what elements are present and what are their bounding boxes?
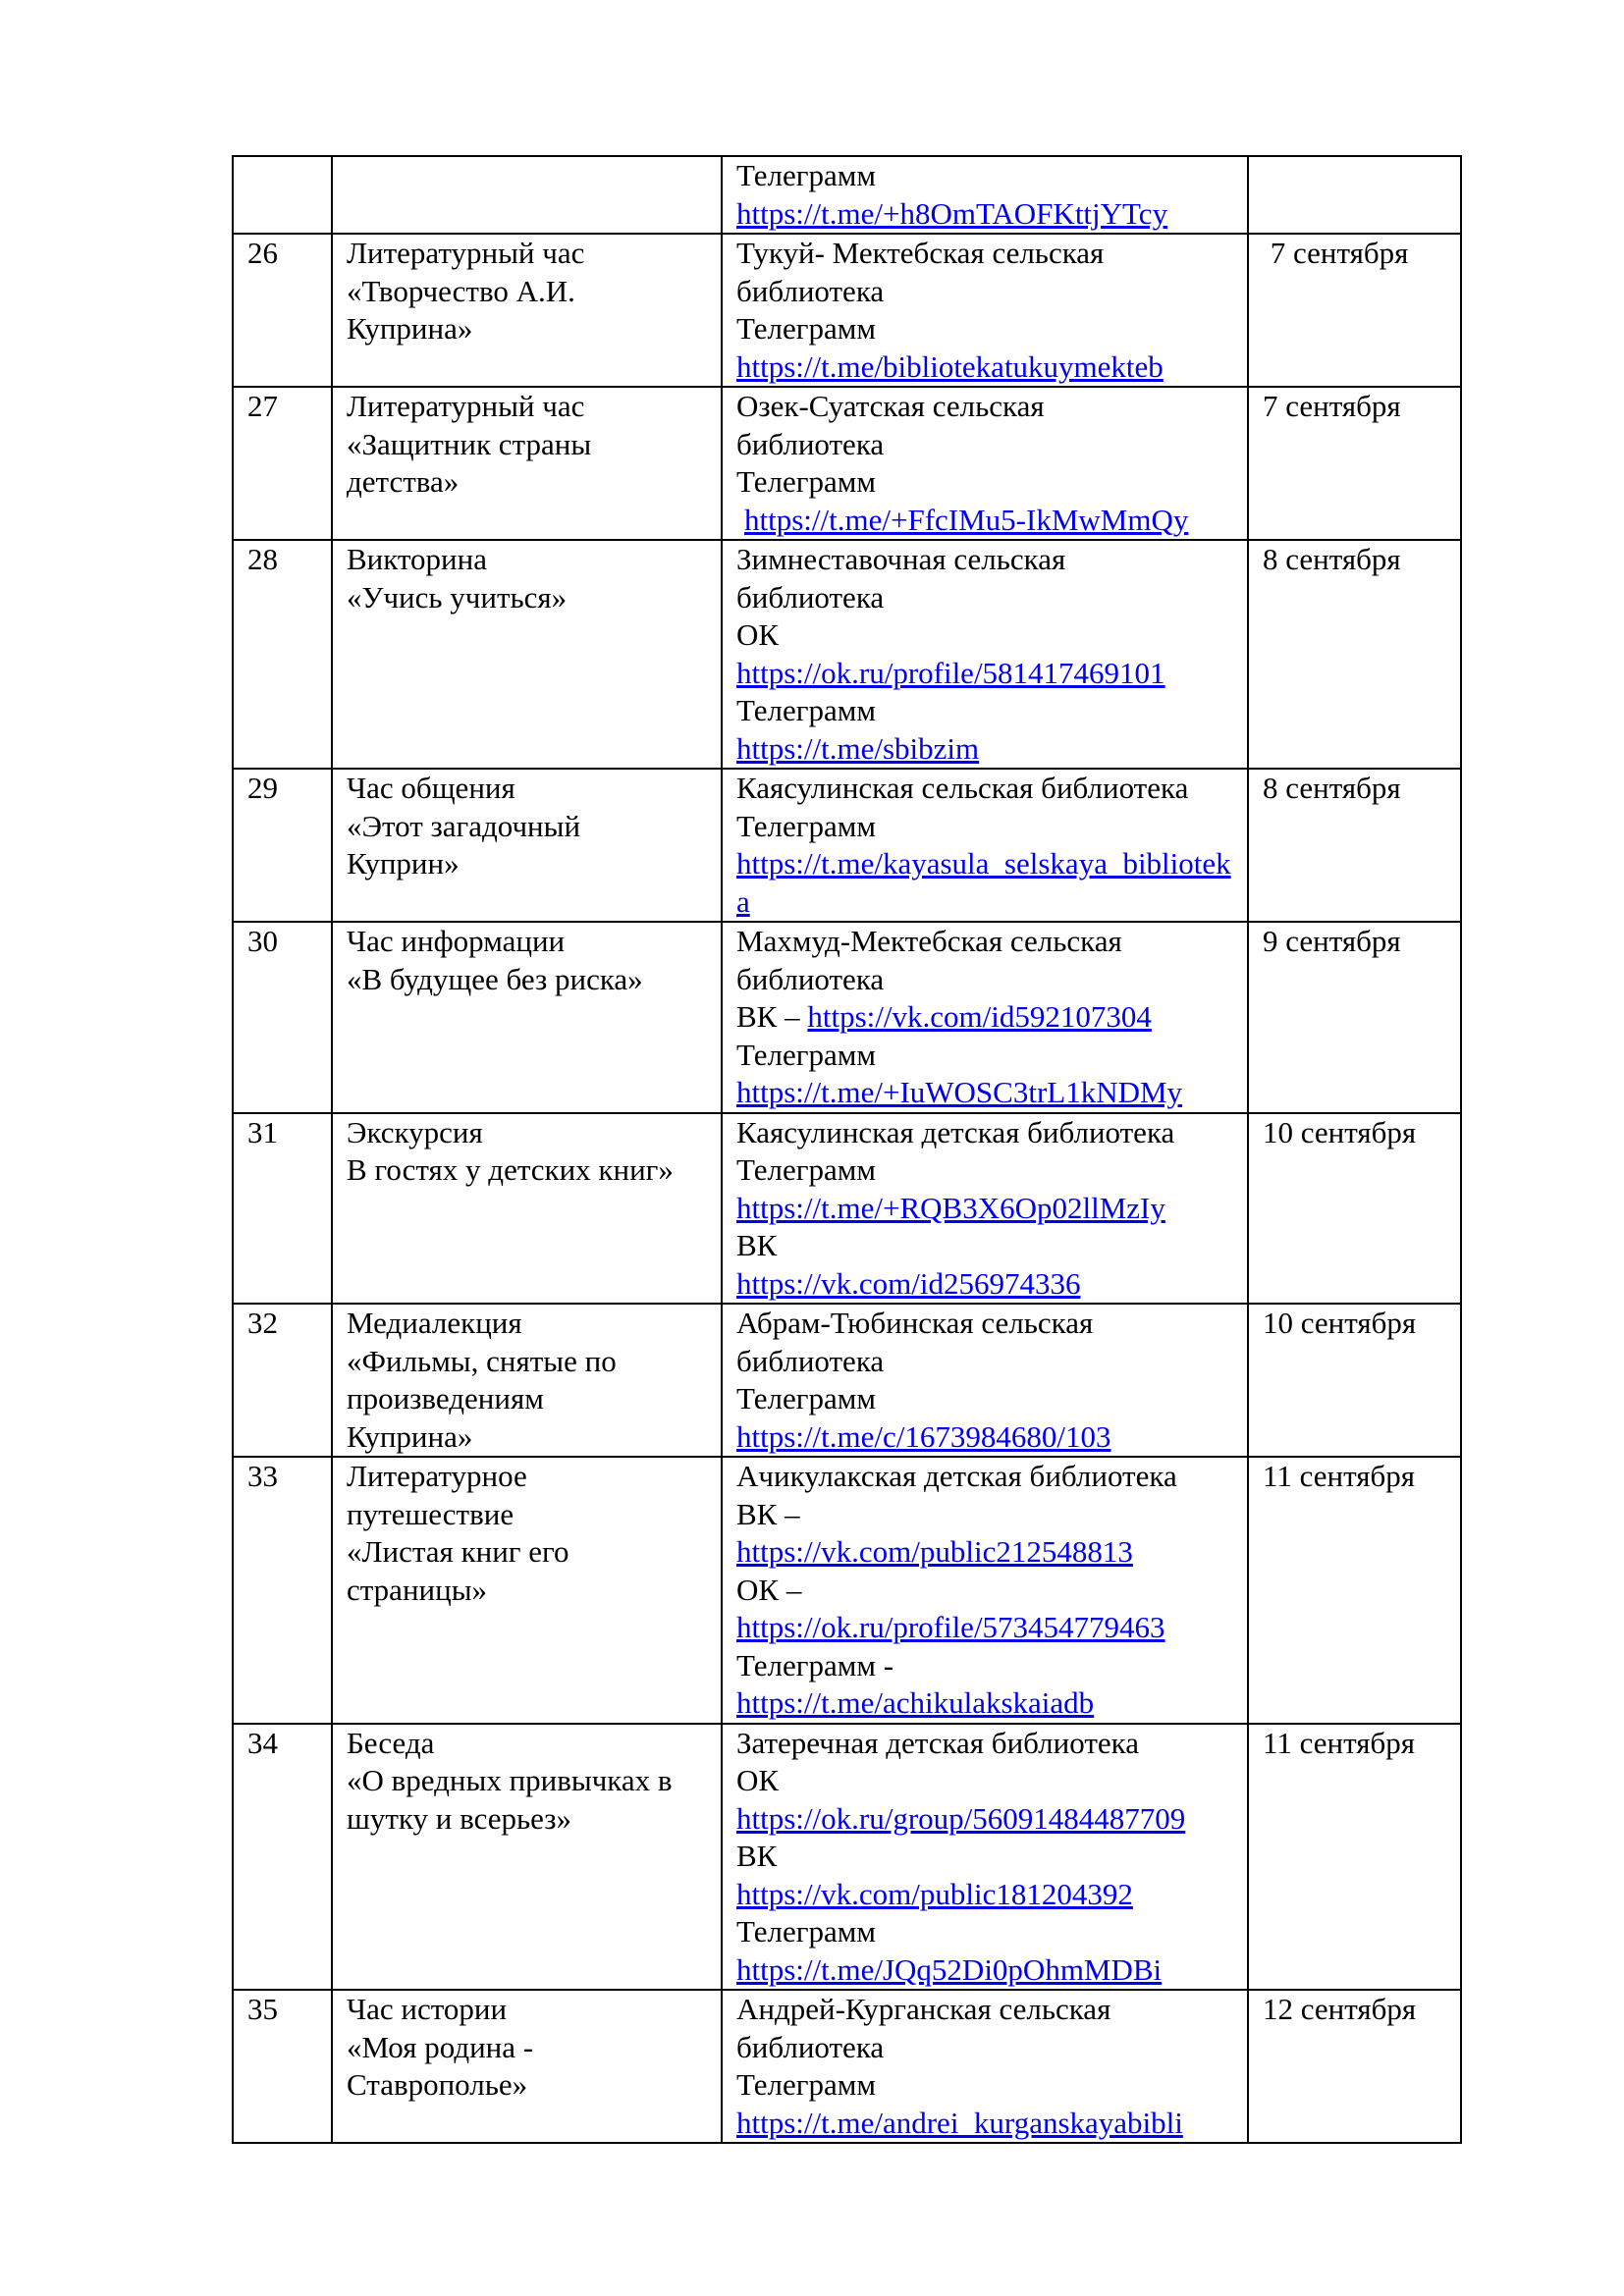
library-text: Телеграмм - [736, 1647, 894, 1682]
library-text: Озек-Суатская сельская [736, 389, 1045, 423]
library-link-line [736, 1533, 1237, 1572]
row-number-cell [233, 1990, 332, 2143]
row-number: 26 [247, 236, 278, 270]
library-link[interactable]: https://t.me/+RQB3X6Op02llMzIy [736, 1190, 1165, 1225]
event-title-line: «О вредных привычках в [347, 1763, 673, 1797]
event-title-line: путешествие [347, 1496, 514, 1531]
library-text: ОК [736, 617, 780, 652]
library-text: Каясулинская сельская библиотека [736, 771, 1189, 805]
library-link-line [736, 1418, 1237, 1457]
library-text: Абрам-Тюбинская сельская [736, 1306, 1094, 1340]
event-title-line: Экскурсия [347, 1114, 483, 1149]
library-text: Затеречная детская библиотека [736, 1725, 1139, 1760]
row-number: 32 [247, 1306, 278, 1340]
event-date: 10 сентября [1263, 1306, 1417, 1340]
library-text: ОК – [736, 1572, 802, 1607]
library-text: Зимнеставочная сельская [736, 542, 1066, 576]
event-title-line: Час истории [347, 1992, 508, 2026]
table-row [233, 1724, 1461, 1991]
library-link[interactable]: https://vk.com/public181204392 [736, 1876, 1133, 1911]
event-title-line: шутку и всерьез» [347, 1800, 572, 1836]
library-text: библиотека [736, 579, 885, 614]
library-link[interactable]: https://t.me/+IuWOSC3trL1kNDMy [736, 1075, 1183, 1109]
row-number-cell [233, 540, 332, 769]
event-title-cell [332, 922, 722, 1113]
row-number: 31 [247, 1114, 278, 1149]
library-link-line [736, 655, 1237, 693]
library-text: библиотека [736, 961, 885, 996]
library-text: Каясулинская детская библиотека [736, 1114, 1175, 1149]
row-number: 34 [247, 1725, 278, 1760]
library-text: Телеграмм [736, 1914, 876, 1949]
library-cell [722, 1304, 1248, 1457]
date-cell [1248, 387, 1461, 540]
library-link[interactable]: https://t.me/sbibzim [736, 730, 980, 766]
row-number-cell [233, 234, 332, 387]
row-number: 27 [247, 389, 278, 423]
event-title-line: произведениям [347, 1381, 544, 1415]
event-title-line: «Защитник страны [347, 426, 592, 461]
library-text: Телеграмм [736, 464, 876, 499]
library-cell [722, 1724, 1248, 1991]
event-date: 8 сентября [1263, 542, 1401, 576]
date-cell [1248, 769, 1461, 922]
table-row [233, 234, 1461, 387]
library-link[interactable]: https://ok.ru/profile/581417469101 [736, 655, 1165, 690]
date-cell [1248, 1990, 1461, 2143]
library-text: ВК [736, 1839, 778, 1873]
event-title-line: Куприна» [347, 1418, 473, 1454]
event-title-line: Литературное [347, 1459, 527, 1493]
library-link[interactable]: https://vk.com/public212548813 [736, 1534, 1133, 1569]
library-link[interactable]: https://vk.com/id256974336 [736, 1265, 1081, 1301]
row-number-cell [233, 156, 332, 234]
library-text: Телеграмм [736, 311, 876, 346]
library-cell [722, 540, 1248, 769]
library-cell [722, 1990, 1248, 2143]
library-cell [722, 234, 1248, 387]
table-row [233, 156, 1461, 234]
row-number: 35 [247, 1992, 278, 2026]
row-number-cell [233, 1113, 332, 1305]
table-row [233, 540, 1461, 769]
library-link-line [736, 845, 1237, 921]
date-cell [1248, 1457, 1461, 1724]
event-title-cell [332, 387, 722, 540]
event-title-line: Ставрополье» [347, 2067, 528, 2102]
library-cell [722, 156, 1248, 234]
row-number-cell [233, 1724, 332, 1991]
library-link-line [736, 502, 1237, 540]
event-title-line: Литературный час [347, 389, 585, 423]
events-table-body [233, 156, 1461, 2143]
event-date: 8 сентября [1263, 771, 1401, 805]
row-number: 30 [247, 924, 278, 958]
row-number-cell [233, 387, 332, 540]
event-title-cell [332, 1457, 722, 1724]
event-date: 9 сентября [1263, 924, 1401, 958]
library-link-line [736, 1265, 1237, 1304]
event-title-line: Куприна» [347, 311, 473, 346]
event-title-cell [332, 769, 722, 922]
event-title-line: «Листая книг его [347, 1534, 569, 1569]
row-number-cell [233, 922, 332, 1113]
event-title-line: «Фильмы, снятые по [347, 1343, 617, 1378]
library-text: библиотека [736, 273, 885, 308]
event-title-line: Литературный час [347, 236, 585, 270]
library-cell [722, 769, 1248, 922]
event-title-line: «Этот загадочный [347, 808, 581, 843]
library-text: Телеграмм [736, 1381, 876, 1415]
library-text: библиотека [736, 2029, 885, 2064]
library-link-line [736, 1800, 1237, 1839]
library-link-line [736, 348, 1237, 387]
library-link-line [736, 1951, 1237, 1990]
library-link[interactable]: https://ok.ru/group/56091484487709 [736, 1800, 1186, 1836]
library-text: ВК [736, 1228, 778, 1262]
row-number-cell [233, 1457, 332, 1724]
row-number: 33 [247, 1459, 278, 1493]
library-link[interactable]: https://t.me/bibliotekatukuymekteb [736, 348, 1164, 384]
library-link-line [736, 1190, 1237, 1228]
table-row [233, 922, 1461, 1113]
library-text: Телеграмм [736, 808, 876, 843]
table-row [233, 387, 1461, 540]
library-link[interactable]: https://ok.ru/profile/573454779463 [736, 1610, 1165, 1644]
event-title-line: «Моя родина - [347, 2029, 534, 2064]
library-link[interactable]: https://vk.com/id592107304 [807, 999, 1152, 1034]
event-title-cell [332, 1113, 722, 1305]
library-cell [722, 387, 1248, 540]
library-text: Телеграмм [736, 1152, 876, 1187]
event-title-line: страницы» [347, 1572, 488, 1607]
event-title-line: «Творчество А.И. [347, 273, 575, 308]
table-row [233, 1457, 1461, 1724]
event-title-line: Час общения [347, 771, 515, 805]
date-cell [1248, 156, 1461, 234]
date-cell [1248, 540, 1461, 769]
library-text: ОК [736, 1763, 780, 1797]
date-cell [1248, 1304, 1461, 1457]
table-row [233, 1990, 1461, 2143]
event-title-cell [332, 1724, 722, 1991]
table-row [233, 769, 1461, 922]
table-row [233, 1113, 1461, 1305]
library-text: Махмуд-Мектебская сельская [736, 924, 1122, 958]
library-link[interactable]: https://t.me/andrei_kurganskayabibli [736, 2105, 1183, 2140]
library-cell [722, 1457, 1248, 1724]
library-link[interactable]: https://t.me/+FfcIMu5-IkMwMmQy [744, 502, 1189, 537]
row-number: 29 [247, 771, 278, 805]
event-title-line: В гостях у детских книг» [347, 1152, 674, 1187]
library-cell [722, 1113, 1248, 1305]
row-number-cell [233, 1304, 332, 1457]
library-link-line [736, 730, 1237, 769]
library-link[interactable]: https://t.me/kayasula_selskaya_biblioteka [736, 846, 1231, 919]
library-text: Телеграмм [736, 1037, 876, 1072]
library-text: ВК – [736, 1496, 800, 1531]
event-title-line: Беседа [347, 1725, 435, 1760]
library-text: Телеграмм [736, 158, 876, 192]
event-date: 11 сентября [1263, 1459, 1416, 1493]
row-number: 28 [247, 542, 278, 576]
event-date: 7 сентября [1263, 389, 1401, 423]
event-date: 10 сентября [1263, 1114, 1417, 1149]
library-link-line [736, 998, 1237, 1037]
library-text: библиотека [736, 1343, 885, 1378]
date-cell [1248, 1724, 1461, 1991]
library-link-line [736, 1609, 1237, 1647]
library-link-line [736, 1876, 1237, 1914]
event-title-cell [332, 540, 722, 769]
table-row [233, 1304, 1461, 1457]
date-cell [1248, 922, 1461, 1113]
library-text: Телеграмм [736, 2067, 876, 2102]
library-link[interactable]: https://t.me/c/1673984680/103 [736, 1418, 1111, 1454]
event-title-line: Викторина [347, 542, 487, 576]
library-link[interactable]: https://t.me/achikulakskaiadb [736, 1685, 1095, 1720]
events-table [232, 155, 1462, 2144]
library-text: Андрей-Курганская сельская [736, 1992, 1111, 2026]
library-link[interactable]: https://t.me/+h8OmTAOFKttjYTcy [736, 195, 1168, 231]
library-text: библиотека [736, 426, 885, 461]
library-link-line [736, 1684, 1237, 1723]
row-number-cell [233, 769, 332, 922]
event-title-cell [332, 1304, 722, 1457]
event-title-cell [332, 234, 722, 387]
library-text: Ачикулакская детская библиотека [736, 1459, 1177, 1493]
event-title-line: Куприн» [347, 846, 460, 881]
library-link-line [736, 1074, 1237, 1112]
library-link-line [736, 195, 1237, 234]
event-title-cell [332, 156, 722, 234]
library-text: Тукуй- Мектебская сельская [736, 236, 1105, 270]
event-title-line: Медиалекция [347, 1306, 522, 1340]
library-cell [722, 922, 1248, 1113]
link-prefix: ВК – [736, 999, 808, 1034]
event-date: 11 сентября [1263, 1725, 1416, 1760]
library-link[interactable]: https://t.me/JQq52Di0pOhmMDBi [736, 1951, 1163, 1987]
event-title-line: «В будущее без риска» [347, 961, 643, 996]
date-cell [1248, 234, 1461, 387]
event-date: 7 сентября [1263, 236, 1409, 270]
event-title-line: «Учись учиться» [347, 579, 568, 614]
date-cell [1248, 1113, 1461, 1305]
event-title-line: детства» [347, 464, 460, 499]
library-text: Телеграмм [736, 693, 876, 727]
event-title-cell [332, 1990, 722, 2143]
event-date: 12 сентября [1263, 1992, 1417, 2026]
library-link-line [736, 2105, 1237, 2143]
event-title-line: Час информации [347, 924, 566, 958]
